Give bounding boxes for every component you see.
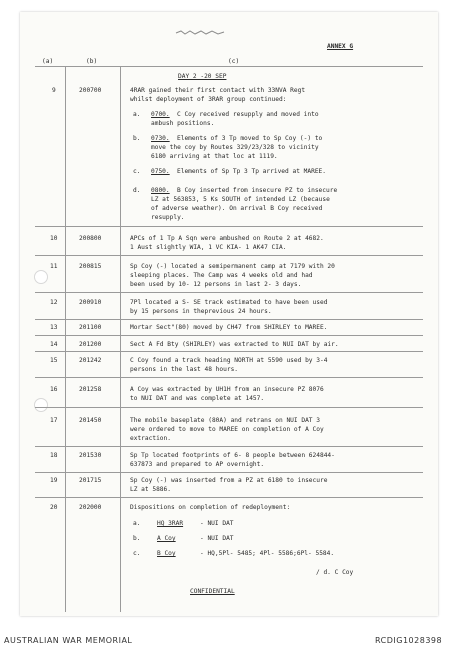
entry-line: sleeping places. The Camp was 4 weeks old and had	[130, 272, 313, 279]
subitem-time: 0750.	[151, 168, 170, 175]
entry-line: Sect A Fd Bty (SHIRLEY) was extracted to NUI DAT by air.	[130, 341, 339, 348]
entry-line: Dispositions on completion of redeployment:	[130, 504, 291, 511]
subitem-line: B Coy inserted from insecure PZ to insecure	[177, 187, 338, 194]
col-header-b: (b)	[86, 58, 98, 65]
entry-line: 7Pl located a S- SE track estimated to have been used	[130, 299, 328, 306]
subitem-time: 0800.	[151, 187, 170, 194]
archive-credit: AUSTRALIAN WAR MEMORIAL	[4, 636, 133, 645]
subitem-line: 6180 arriving at that loc at 1119.	[151, 153, 278, 160]
entry-line: 4RAR gained their first contact with 33NVA Regt	[130, 87, 306, 94]
subitem-line: ambush positions.	[151, 120, 215, 127]
entry-line: persons in the last 48 hours.	[130, 366, 239, 373]
serial-14: 14	[50, 341, 58, 348]
serial-18: 18	[50, 452, 58, 459]
dtg-20: 202000	[79, 504, 102, 511]
row-rule	[35, 446, 423, 447]
row-rule	[35, 292, 423, 293]
entry-line: LZ at 5886.	[130, 486, 171, 493]
disposition-loc: - NUI DAT	[200, 520, 234, 527]
dtg-9: 200700	[79, 87, 102, 94]
disposition-loc: - HQ,5Pl- 5485; 4Pl- 5586;6Pl- 5584.	[200, 550, 335, 557]
serial-17: 17	[50, 417, 58, 424]
annex-label: ANNEX G	[327, 43, 354, 50]
entry-line: A Coy was extracted by UH1H from an insecure PZ 8076	[130, 386, 324, 393]
row-rule	[35, 335, 423, 336]
disposition-letter: c.	[133, 550, 141, 557]
classification-footer: CONFIDENTIAL	[190, 588, 235, 595]
disposition-loc: - NUI DAT	[200, 535, 234, 542]
col-header-c: (c)	[228, 58, 240, 65]
dtg-19: 201715	[79, 477, 102, 484]
column-rule	[65, 66, 66, 612]
entry-line: Mortar Sect"(80) moved by CH47 from SHIRLEY to MAREE.	[130, 324, 328, 331]
subitem-letter: d.	[133, 187, 141, 194]
serial-15: 15	[50, 357, 58, 364]
entry-line: whilst deployment of 3RAR group continued:	[130, 96, 287, 103]
punch-hole	[34, 398, 48, 412]
dtg-10: 200800	[79, 235, 102, 242]
serial-9: 9	[52, 87, 56, 94]
row-rule	[35, 377, 423, 378]
entry-line: 637873 and prepared to AP overnight.	[130, 461, 265, 468]
entry-line: C Coy found a track heading NORTH at 5590 used by 3-4	[130, 357, 328, 364]
row-rule	[35, 226, 423, 227]
serial-10: 10	[50, 235, 58, 242]
subitem-letter: b.	[133, 135, 141, 142]
serial-11: 11	[50, 263, 58, 270]
row-rule	[35, 351, 423, 352]
row-rule	[35, 255, 423, 256]
disposition-unit: A Coy	[157, 535, 176, 542]
subitem-line: LZ at 563853, 5 Ks SOUTH of intended LZ (because	[151, 196, 330, 203]
stamp-mark	[175, 29, 225, 36]
subitem-line: move the coy by Routes 329/23/328 to vicinity	[151, 144, 319, 151]
entry-line: been used by 10- 12 persons in last 2- 3 days.	[130, 281, 302, 288]
subitem-line: C Coy received resupply and moved into	[177, 111, 319, 118]
subitem-letter: a.	[133, 111, 141, 118]
entry-line: were ordered to move to MAREE on completion of A Coy	[130, 426, 324, 433]
dtg-17: 201450	[79, 417, 102, 424]
continuation-note: / d. C Coy	[316, 569, 354, 576]
serial-19: 19	[50, 477, 58, 484]
archive-id: RCDIG1028398	[375, 636, 443, 645]
entry-line: 1 Aust slightly WIA, 1 VC KIA- 1 AK47 CIA.	[130, 244, 287, 251]
row-rule	[35, 472, 423, 473]
disposition-unit: HQ 3RAR	[157, 520, 184, 527]
header-rule	[35, 66, 423, 67]
dtg-12: 200910	[79, 299, 102, 306]
serial-13: 13	[50, 324, 58, 331]
row-rule	[35, 407, 423, 408]
subitem-line: resupply.	[151, 214, 185, 221]
entry-line: APCs of 1 Tp A Sqn were ambushed on Route 2 at 4682.	[130, 235, 324, 242]
subitem-line: of adverse weather). On arrival B Coy received	[151, 205, 323, 212]
serial-20: 20	[50, 504, 58, 511]
subitem-time: 0700.	[151, 111, 170, 118]
dtg-13: 201100	[79, 324, 102, 331]
subitem-line: Elements of Sp Tp 3 Tp arrived at MAREE.	[177, 168, 327, 175]
subitem-letter: c.	[133, 168, 141, 175]
day-heading: DAY 2 -20 SEP	[178, 73, 227, 80]
dtg-16: 201258	[79, 386, 102, 393]
subitem-line: Elements of 3 Tp moved to Sp Coy (-) to	[177, 135, 323, 142]
entry-line: Sp Coy (-) located a semipermanent camp at 7179 with 20	[130, 263, 335, 270]
serial-12: 12	[50, 299, 58, 306]
entry-line: to NUI DAT and was complete at 1457.	[130, 395, 265, 402]
row-rule	[35, 497, 423, 498]
disposition-letter: a.	[133, 520, 141, 527]
dtg-18: 201530	[79, 452, 102, 459]
dtg-11: 200815	[79, 263, 102, 270]
dtg-15: 201242	[79, 357, 102, 364]
subitem-time: 0730.	[151, 135, 170, 142]
dtg-14: 201200	[79, 341, 102, 348]
row-rule	[35, 319, 423, 320]
entry-line: Sp Tp located footprints of 6- 8 people between 624844-	[130, 452, 335, 459]
disposition-unit: B Coy	[157, 550, 176, 557]
col-header-a: (a)	[42, 58, 54, 65]
serial-16: 16	[50, 386, 58, 393]
entry-line: Sp Coy (-) was inserted from a PZ at 6180 to insecure	[130, 477, 328, 484]
entry-line: by 15 persons in theprevious 24 hours.	[130, 308, 272, 315]
punch-hole	[34, 270, 48, 284]
entry-line: The mobile baseplate (80A) and retrans on NUI DAT 3	[130, 417, 320, 424]
disposition-letter: b.	[133, 535, 141, 542]
column-rule	[120, 66, 121, 612]
entry-line: extraction.	[130, 435, 171, 442]
